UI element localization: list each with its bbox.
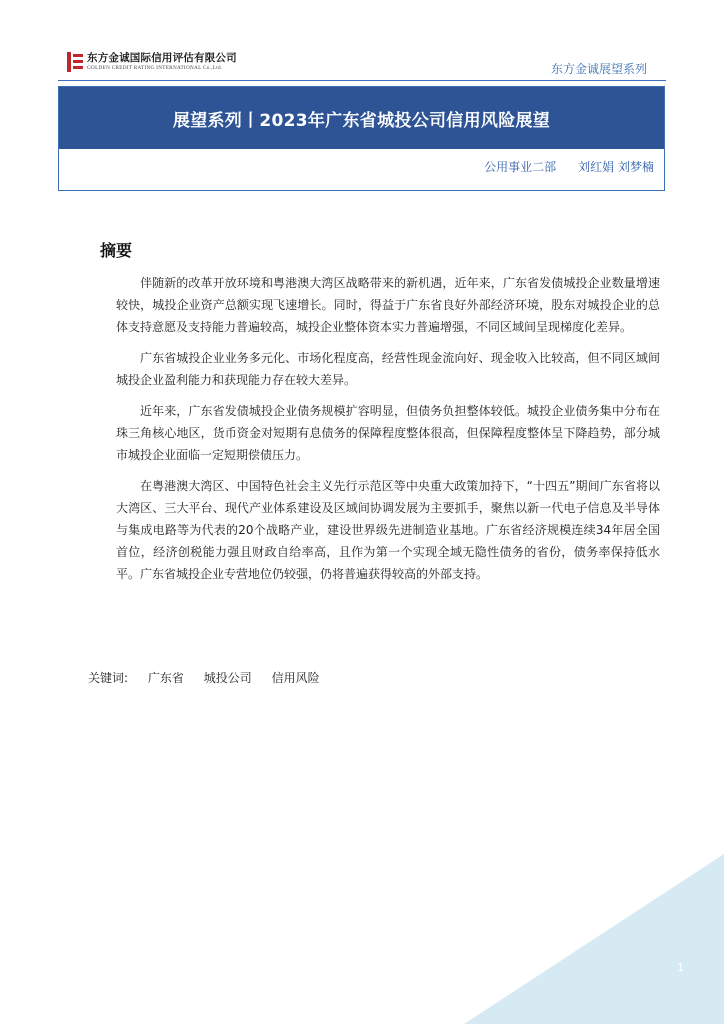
corner-decoration: [464, 854, 724, 1024]
series-name: 东方金诚展望系列: [550, 62, 647, 76]
page-title: 展望系列丨2023年广东省城投公司信用风险展望: [172, 110, 551, 131]
logo-company-name: 东方金诚国际信用评估有限公司: [87, 52, 237, 65]
logo-company-name-en: GOLDEN CREDIT RATING INTERNATIONAL Co.,Ltd.: [87, 64, 223, 71]
byline: [484, 158, 654, 175]
logo-mark-icon: [67, 52, 83, 72]
abstract-heading: 摘要: [100, 241, 133, 260]
abstract-body: [116, 272, 660, 594]
abstract-paragraph: 伴随新的改革开放环境和粤港澳大湾区战略带来的新机遇，近年来，广东省发债城投企业数量增速较快，城投企业资产总额实现飞速增长。同时，得益于广东省良好外部经济环境，股东对城投企业的总体支持意愿及支持能力普遍较高，城投企业整体资本实力普遍增强，不同区域间呈现梯度化差异。: [116, 276, 660, 334]
keyword-item: 广东省: [147, 671, 184, 685]
keyword-item: 信用风险: [271, 671, 320, 685]
keyword-item: 城投公司: [203, 671, 252, 685]
keywords-label: 关键词:: [88, 671, 129, 685]
abstract-paragraph: 在粤港澳大湾区、中国特色社会主义先行示范区等中央重大政策加持下，“十四五”期间广东省将以大湾区、三大平台、现代产业体系建设及区域间协调发展为主要抓手，聚焦以新一代电子信息及半导体与集成电路等为代表的20个战略产业，建设世界级先进制造业基地。广东省经济规模连续34年居全国首位，经济创税能力强且财政自给率高，且作为第一个实现全域无隐性债务的省份，债务率保持低水平。广东省城投企业专营地位仍较强，仍将普遍获得较高的外部支持。: [116, 479, 660, 581]
abstract-paragraph: 近年来，广东省发债城投企业债务规模扩容明显，但债务负担整体较低。城投企业债务集中分布在珠三角核心地区，货币资金对短期有息债务的保障程度整体很高，但保障程度整体呈下降趋势，部分城市城投企业面临一定短期偿债压力。: [116, 404, 660, 462]
department-label: 公用事业二部: [484, 160, 557, 174]
abstract-paragraph: 广东省城投企业业务多元化、市场化程度高，经营性现金流向好、现金收入比较高，但不同区域间城投企业盈利能力和获现能力存在较大差异。: [116, 351, 660, 387]
keywords: [88, 669, 336, 686]
header-divider: [58, 80, 666, 81]
page-number: 1: [677, 961, 684, 974]
title-band: [59, 87, 664, 149]
title-box: [58, 86, 665, 191]
company-logo: [67, 51, 237, 73]
author-names: 刘红娟 刘梦楠: [578, 160, 654, 174]
